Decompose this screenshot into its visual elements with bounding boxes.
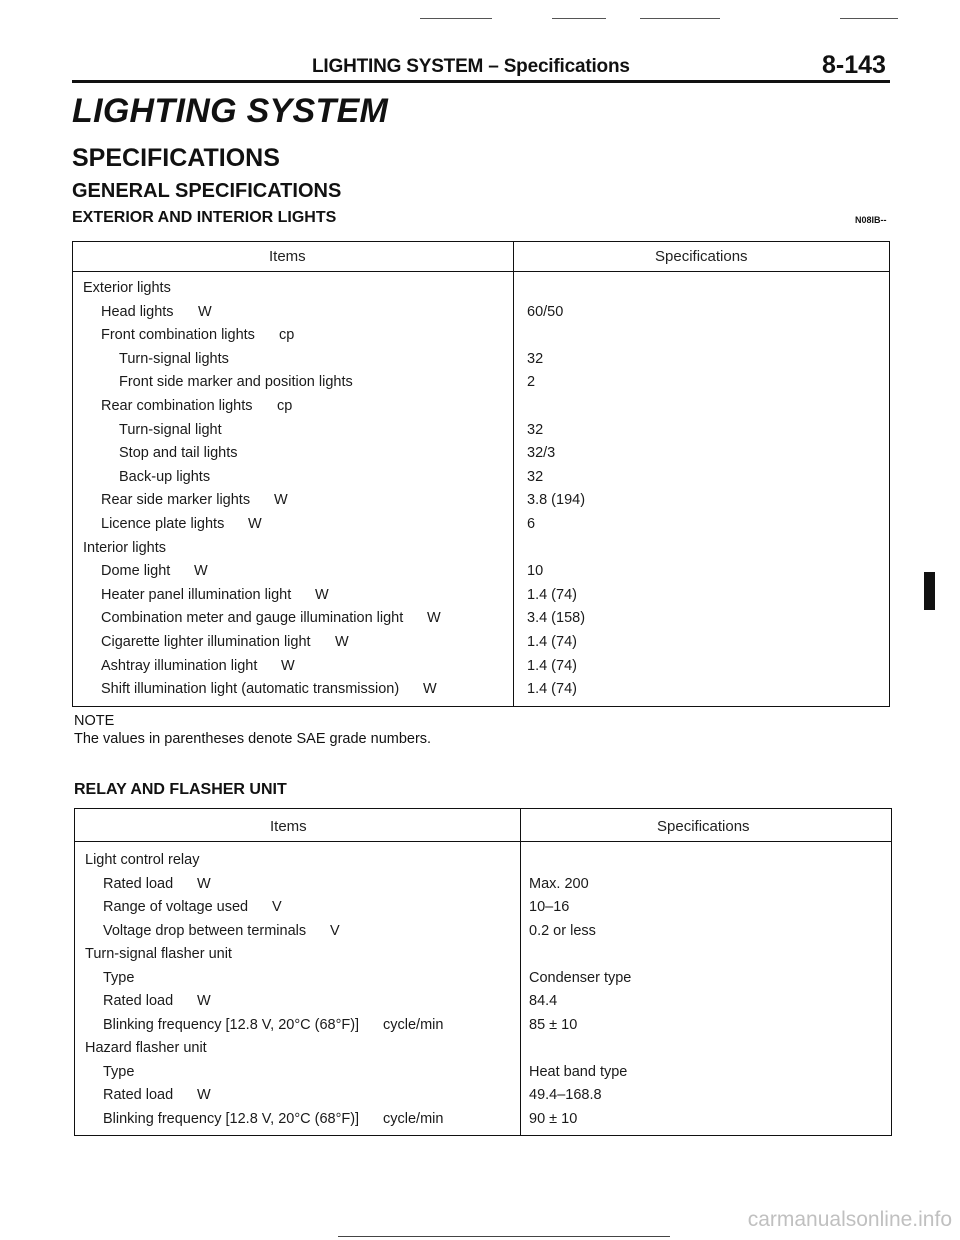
row-unit: cp [277,398,293,414]
row-item: Light control relay [85,852,200,868]
relay-flasher-table [74,808,892,1136]
row-item: Front combination lights [101,327,255,344]
row-spec: 3.8 (194) [527,492,586,509]
row-item: Combination meter and gauge illumination light [101,610,404,627]
table-row [75,1087,891,1111]
table-row [73,327,889,351]
row-unit: W [198,303,212,320]
row-item: Type [103,1063,135,1080]
table1-title: EXTERIOR AND INTERIOR LIGHTS [72,209,337,226]
row-item: Blinking frequency [12.8 V, 20°C (68°F)] [103,1110,360,1127]
row-item: Type [103,969,135,986]
row-item: Turn-signal lights [119,350,229,367]
table-row [73,422,889,446]
row-unit: W [281,657,295,674]
row-item: Interior lights [83,539,167,556]
exterior-interior-lights-table [72,241,890,707]
section-title: SPECIFICATIONS [72,144,280,172]
row-spec: 10 [527,563,544,580]
table-row [75,1017,891,1041]
row-item: Stop and tail lights [119,445,238,462]
row-unit: W [335,634,349,650]
row-unit: W [197,875,211,892]
table-row [73,492,889,516]
row-item: Rear side marker lights [101,492,251,509]
row-spec: 32 [527,421,544,438]
table-row [73,587,889,611]
note-text: The values in parentheses denote SAE grade numbers. [74,731,432,747]
row-item: Dome light [101,563,171,580]
row-unit: cycle/min [383,1110,444,1127]
column-header-specifications: Specifications [657,818,750,835]
row-item: Rear combination lights [101,398,253,414]
row-spec: 3.4 (158) [527,610,586,627]
table-row [73,563,889,587]
row-item: Back-up lights [119,468,211,485]
row-spec: 49.4–168.8 [529,1087,602,1103]
row-spec: Heat band type [529,1063,628,1080]
table-row [75,1040,891,1064]
row-unit: V [272,899,282,915]
row-spec: 1.4 (74) [527,634,577,650]
row-item: Ashtray illumination light [101,657,258,674]
row-unit: V [330,922,340,939]
table-row [73,398,889,422]
section-code: N08IB-- [855,215,887,225]
row-spec: Condenser type [529,969,632,986]
table-row [75,946,891,970]
column-header-items: Items [270,818,307,835]
row-unit: W [315,586,329,603]
row-item: Turn-signal light [119,421,222,438]
row-item: Shift illumination light (automatic transmission) [101,681,400,698]
row-spec: 90 ± 10 [529,1110,578,1127]
row-spec: 84.4 [529,993,558,1009]
table-row [75,852,891,876]
column-header-items: Items [269,248,306,265]
row-spec: 32/3 [527,445,556,462]
row-unit: cp [279,327,295,344]
row-spec: Max. 200 [529,875,589,892]
row-unit: W [427,610,441,627]
row-unit: W [248,516,262,532]
row-spec: 32 [527,350,544,367]
table-row [73,634,889,658]
row-spec: 10–16 [529,899,570,915]
scan-dashes [420,18,900,20]
row-spec: 1.4 (74) [527,586,577,603]
row-spec: 1.4 (74) [527,657,577,674]
row-item: Cigarette lighter illumination light [101,634,311,650]
table-row [73,516,889,540]
column-header-specifications: Specifications [655,248,748,265]
row-spec: 6 [527,516,536,532]
table-row [73,374,889,398]
table-row [75,993,891,1017]
table-row [73,351,889,375]
bottom-rule [338,1236,670,1237]
row-item: Rated load [103,875,174,892]
row-item: Voltage drop between terminals [103,922,307,939]
table-row [73,540,889,564]
note-label: NOTE [74,713,115,729]
table-row [73,681,889,705]
table-row [73,658,889,682]
row-spec: 32 [527,468,544,485]
table-row [73,469,889,493]
table-row [75,1111,891,1135]
table-row [73,304,889,328]
header-divider [75,841,891,842]
table2-title: RELAY AND FLASHER UNIT [74,781,287,798]
table-row [73,445,889,469]
row-unit: W [274,492,288,509]
row-item: Head lights [101,303,174,320]
chapter-title: LIGHTING SYSTEM [72,92,389,130]
row-item: Hazard flasher unit [85,1040,207,1056]
row-item: Licence plate lights [101,516,225,532]
subsection-title: GENERAL SPECIFICATIONS [72,180,342,202]
row-item: Exterior lights [83,280,171,296]
row-item: Rated load [103,1087,174,1103]
running-header-title: LIGHTING SYSTEM – Specifications [312,56,630,77]
table-row [75,899,891,923]
row-unit: W [197,993,211,1009]
row-unit: W [194,563,208,580]
row-unit: W [423,681,437,698]
row-spec: 0.2 or less [529,922,596,939]
row-item: Heater panel illumination light [101,586,292,603]
row-item: Front side marker and position lights [119,374,353,391]
row-item: Rated load [103,993,174,1009]
table-row [73,280,889,304]
watermark: carmanualsonline.info [747,1208,952,1231]
table-row [75,1064,891,1088]
table-row [73,610,889,634]
row-spec: 1.4 (74) [527,681,577,698]
row-spec: 60/50 [527,303,564,320]
row-unit: W [197,1087,211,1103]
page-number: 8-143 [822,51,886,79]
table-row [75,876,891,900]
row-item: Blinking frequency [12.8 V, 20°C (68°F)] [103,1016,360,1033]
header-divider [73,271,889,272]
row-unit: cycle/min [383,1016,444,1033]
header-rule [72,80,890,83]
thumb-index-mark [924,572,935,610]
table-row [75,970,891,994]
row-spec: 2 [527,374,536,391]
row-item: Turn-signal flasher unit [85,946,232,962]
table-row [75,923,891,947]
row-spec: 85 ± 10 [529,1016,578,1033]
row-item: Range of voltage used [103,899,249,915]
